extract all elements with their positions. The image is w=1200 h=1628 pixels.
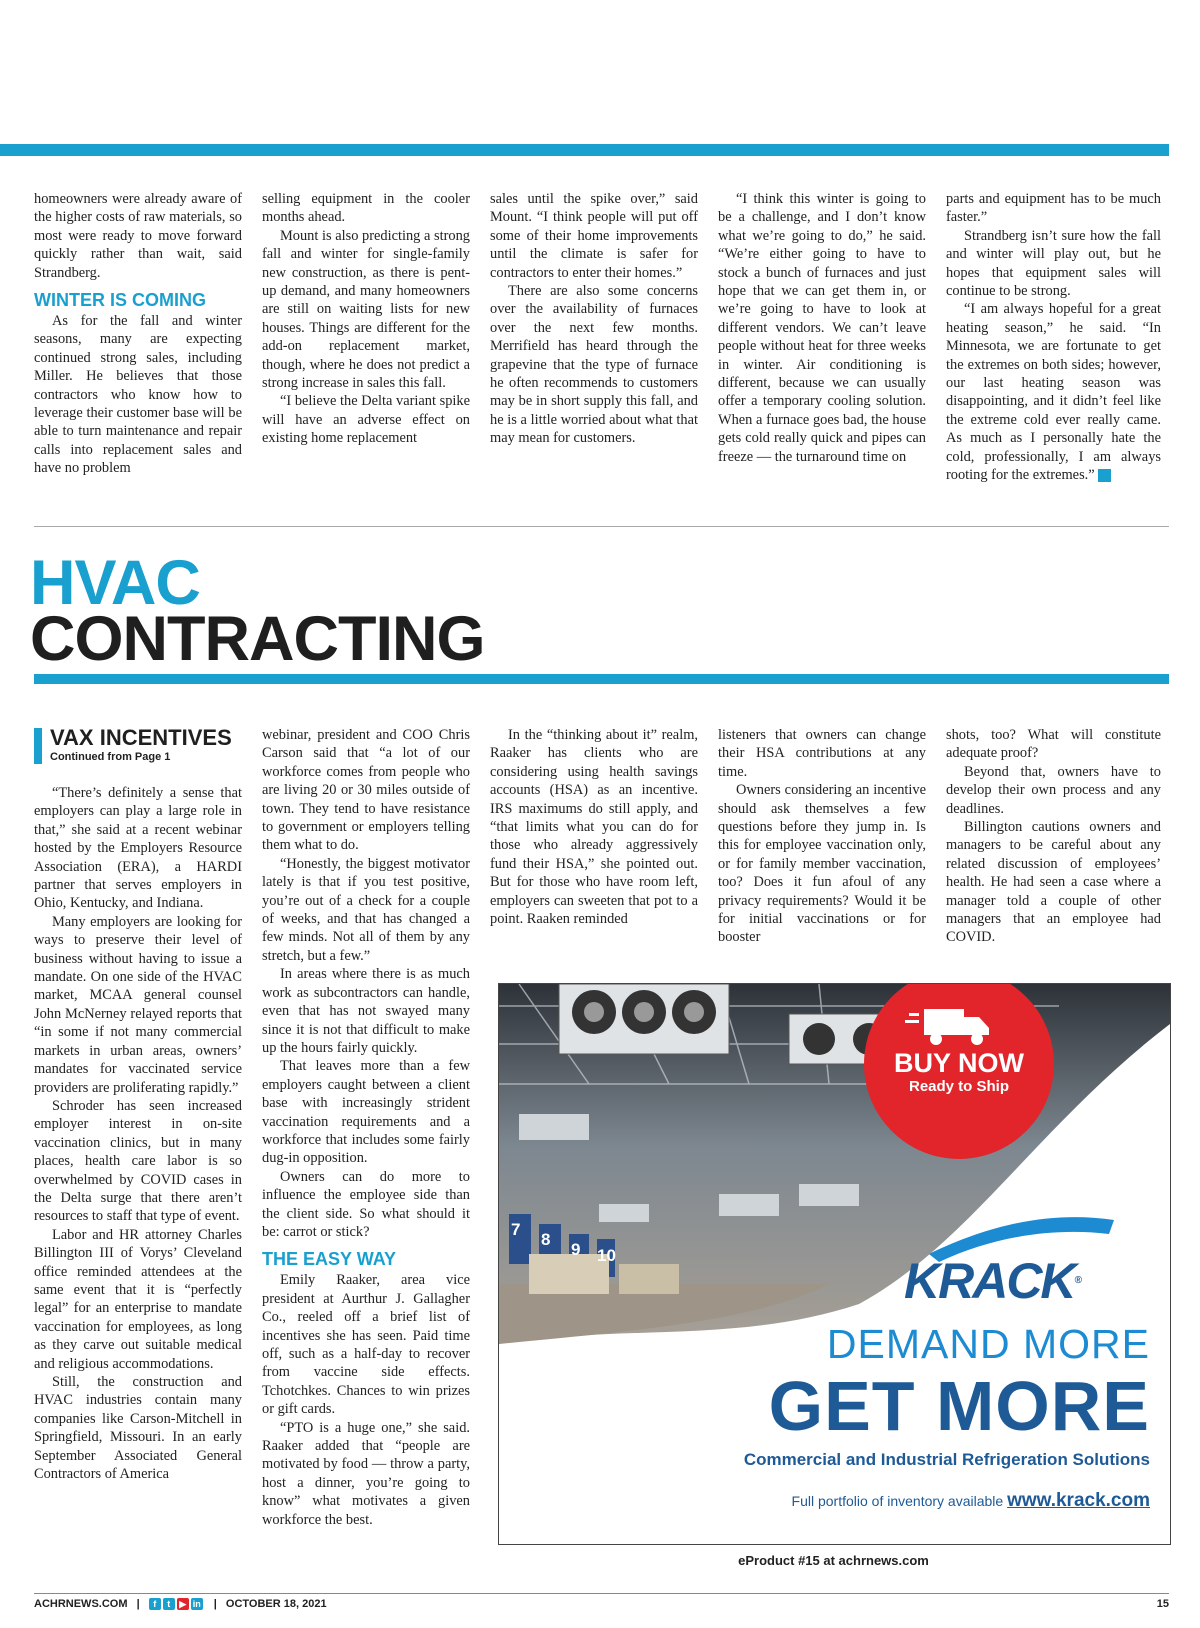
paragraph bbox=[262, 392, 470, 447]
footer-separator-2: | bbox=[213, 1598, 217, 1610]
page-number: 15 bbox=[1156, 1598, 1169, 1610]
paragraph bbox=[946, 300, 1161, 484]
paragraph-text: listeners that owners can change their HSA contributions at any time. bbox=[718, 727, 926, 780]
buy-now-label: BUY NOW bbox=[893, 1048, 1024, 1078]
paragraph-text: That leaves more than a few employers caught between a client base with increasingly strident vaccination requirements and a workforce that includes some fairly dug-in opposition. bbox=[262, 1058, 470, 1167]
subhead bbox=[34, 290, 242, 310]
paragraph-text: Owners can do more to influence the employee side than the client side. So what should it be: carrot or stick? bbox=[262, 1168, 470, 1240]
youtube-icon[interactable]: ▶ bbox=[177, 1598, 189, 1610]
paragraph bbox=[718, 190, 926, 466]
facebook-icon[interactable]: f bbox=[149, 1598, 161, 1610]
paragraph bbox=[946, 190, 1161, 227]
end-mark-icon: N bbox=[1098, 469, 1111, 482]
paragraph-text: Owners considering an incentive should ask themselves a few questions before they jump in. Is this for employee vaccination only, or for family member vaccination, too? Does it fun afoul of any privacy requirements? Would it be for initial vaccinations or for booster bbox=[718, 782, 926, 946]
paragraph-text: Strandberg isn’t sure how the fall and winter will play out, but he hopes that equipment sales will continue to be strong. bbox=[946, 227, 1161, 300]
paragraph bbox=[490, 282, 698, 448]
paragraph-text: Mount is also predicting a strong fall and winter for single-family new construction, as there is pent-up demand, and many homeowners are still on waiting lists for new houses. Things are different for the add-on replacement market, though, where he does not predict a strong increase in sales this fall. bbox=[262, 227, 470, 392]
krack-logo bbox=[904, 1254, 1080, 1308]
footer-site[interactable]: ACHRNEWS.COM bbox=[34, 1598, 128, 1610]
twitter-icon[interactable]: t bbox=[163, 1598, 175, 1610]
ad-subline: Commercial and Industrial Refrigeration Solutions bbox=[743, 1450, 1150, 1469]
linkedin-icon[interactable]: in bbox=[192, 1599, 201, 1610]
paragraph bbox=[490, 726, 698, 928]
subhead-text: THE EASY WAY bbox=[262, 1249, 397, 1270]
top-column-1 bbox=[34, 190, 242, 478]
paragraph bbox=[34, 913, 242, 1097]
paragraph-text: There are also some concerns over the availability of furnaces over the next few months. Merrifield has heard through the grapevine that the type of furnace he often recommends to customers may be in short supply this fall, and he is a little worried about what that may mean for customers. bbox=[490, 283, 698, 447]
paragraph-text: Still, the construction and HVAC industries contain many companies like Carson-Mitchell in Springfield, Missouri. In an early September Associated General Contractors of America bbox=[34, 1374, 242, 1483]
paragraph-text: Labor and HR attorney Charles Billington III of Vorys’ Cleveland office reminded attendees at the same event that it is “perfectly legal” for an enterprise to mandate vaccination for employees, as long as they carve out suitable medical and religious accommodations. bbox=[34, 1226, 242, 1372]
top-column-5 bbox=[946, 190, 1161, 485]
top-column-4 bbox=[718, 190, 926, 466]
footer-rule bbox=[34, 1593, 1169, 1594]
paragraph bbox=[262, 965, 470, 1057]
paragraph bbox=[34, 1373, 242, 1483]
paragraph-text: “PTO is a huge one,” she said. Raaker added that “people are motivated by food — throw a party, host a dinner, you’re going to know” what motivates a given workforce the best. bbox=[262, 1419, 470, 1528]
bay-number-7: 7 bbox=[511, 1220, 521, 1239]
article-headline: VAX INCENTIVES bbox=[50, 725, 232, 750]
paragraph bbox=[262, 726, 470, 855]
paragraph-text: Billington cautions owners and managers to be careful about any related discussion of employees’ health. He had seen a case where a manager told a couple of other managers that an employee had COVID. bbox=[946, 819, 1161, 946]
tagline-demand-more: DEMAND MORE bbox=[826, 1321, 1150, 1367]
article-column-3 bbox=[490, 726, 698, 928]
top-accent-bar bbox=[0, 144, 1169, 156]
paragraph-text: webinar, president and COO Chris Carson said that “a lot of our workforce comes from people who are living 20 or 30 miles outside of town. They tend to have resistance to government or employers telling them what to do. bbox=[262, 727, 470, 854]
paragraph-text: As for the fall and winter seasons, many are expecting continued strong sales, including Miller. He believes that those contractors who know how to leverage their customer base will be able to turn maintenance and repair calls into replacement sales and have no problem bbox=[34, 313, 242, 477]
article-column-5 bbox=[946, 726, 1161, 947]
paragraph bbox=[718, 726, 926, 781]
paragraph bbox=[34, 190, 242, 282]
page-footer bbox=[34, 1598, 1169, 1616]
paragraph bbox=[490, 190, 698, 282]
article-kicker bbox=[34, 726, 242, 764]
paragraph-text: “Honestly, the biggest motivator lately is that if you test positive, you’re out of a check for a couple of weeks, and that has changed a few minds. Not all of them by any stretch, but a few.” bbox=[262, 855, 470, 964]
paragraph-text: Schroder has seen increased employer interest in on-site vaccination clinics, but in many places, health care labor is so overwhelmed by COVID cases in the Delta surge that there aren’t resources to staff that type of event. bbox=[34, 1097, 242, 1225]
paragraph bbox=[34, 312, 242, 478]
paragraph-text: “There’s definitely a sense that employers can play a large role in that,” she said at a recent webinar hosted by the Employers Resource Association (ERA), a HARDI partner that serves employers in Ohio, Kentucky, and Indiana. bbox=[34, 785, 242, 912]
paragraph-text: “I think this winter is going to be a challenge, and I don’t know what we’re going to do,” he said. “We’re either going to have to stock a bunch of furnaces and just hope that we can get them in, or we’re going to have to look at different vendors. We can’t leave people without heat for three weeks in winter. Air conditioning is different, because we can usually offer a temporary cooling solution. When a furnace goes bad, the house gets cold really quick and pipes can freeze — the turnaround time on bbox=[718, 191, 926, 465]
paragraph bbox=[262, 1168, 470, 1242]
paragraph bbox=[262, 1419, 470, 1529]
article-column-4 bbox=[718, 726, 926, 947]
paragraph-text: Many employers are looking for ways to preserve their level of business without having to issue a mandate. On one side of the HVAC market, MCAA general counsel John McNerney relayed reports that “in some if not many commercial markets in urban areas, owners’ mandates for vaccinated service providers are proliferating rapidly.” bbox=[34, 913, 242, 1096]
paragraph bbox=[718, 781, 926, 947]
footer-date: OCTOBER 18, 2021 bbox=[225, 1598, 327, 1610]
paragraph bbox=[262, 1057, 470, 1167]
subhead-text: WINTER IS COMING bbox=[34, 290, 206, 311]
section-title-hvac: HVAC bbox=[30, 548, 200, 618]
paragraph-text: Beyond that, owners have to develop their own process and any deadlines. bbox=[946, 763, 1161, 817]
paragraph bbox=[34, 784, 242, 913]
paragraph-text: sales until the spike over,” said Mount. “I think people will put off some of their home improvements until the climate is safer for contractors to enter their homes.” bbox=[490, 191, 698, 281]
bay-number-9: 9 bbox=[571, 1240, 581, 1259]
footer-separator-1: | bbox=[136, 1598, 140, 1610]
article-column-1-body bbox=[34, 784, 242, 1483]
tagline-get-more: GET MORE bbox=[768, 1367, 1150, 1445]
ad-portfolio-line bbox=[792, 1490, 1150, 1512]
paragraph bbox=[262, 227, 470, 393]
bay-number-8: 8 bbox=[541, 1230, 551, 1249]
ready-to-ship-label: Ready to Ship bbox=[908, 1078, 1009, 1095]
section-divider bbox=[34, 526, 1169, 527]
paragraph bbox=[262, 1271, 470, 1418]
krack-url-link[interactable]: www.krack.com bbox=[1007, 1490, 1150, 1511]
paragraph-text: “I am always hopeful for a great heating season,” he said. “In Minnesota, we are fortunate to get the extremes on both sides; however, our last heating season was disappointing, and it didn’t feel like the extreme cold ever really came. As much as I personally hate the cold, professionally, I am always rooting for the extremes.” bbox=[946, 301, 1161, 484]
badge-text bbox=[879, 1048, 1039, 1096]
article-column-2 bbox=[262, 726, 470, 1529]
paragraph-text: Emily Raaker, area vice president at Aurthur J. Gallagher Co., reeled off a brief list of incentives she has seen. Paid time off, such as a half-day to recover from vaccine side effects. Tchotchkes. Chances to win prizes or gift cards. bbox=[262, 1272, 470, 1418]
paragraph bbox=[946, 818, 1161, 947]
eproduct-credit: eProduct #15 at achrnews.com bbox=[738, 1553, 929, 1568]
paragraph-text: In areas where there is as much work as subcontractors can handle, even that has not swayed many since it is not that difficult to make up the hours fairly quickly. bbox=[262, 966, 470, 1056]
section-title-contracting: CONTRACTING bbox=[30, 604, 485, 674]
evaporator-unit-large bbox=[559, 984, 729, 1054]
paragraph-text: parts and equipment has to be much faster.” bbox=[946, 191, 1161, 226]
krack-logo-text: KRACK bbox=[904, 1253, 1075, 1309]
paragraph bbox=[34, 1226, 242, 1373]
paragraph-text: shots, too? What will constitute adequate proof? bbox=[946, 727, 1161, 762]
paragraph bbox=[34, 1097, 242, 1226]
paragraph bbox=[262, 190, 470, 227]
paragraph bbox=[262, 855, 470, 965]
kicker-bar bbox=[34, 728, 42, 764]
section-accent-bar bbox=[34, 674, 1169, 684]
top-column-3 bbox=[490, 190, 698, 448]
continued-note: Continued from Page 1 bbox=[50, 751, 171, 763]
subhead bbox=[262, 1249, 470, 1269]
paragraph bbox=[946, 227, 1161, 301]
portfolio-text: Full portfolio of inventory available bbox=[791, 1493, 1004, 1509]
paragraph bbox=[946, 763, 1161, 818]
article-column-1 bbox=[34, 726, 242, 1483]
paragraph-text: selling equipment in the cooler months ahead. bbox=[262, 191, 470, 226]
top-column-2 bbox=[262, 190, 470, 448]
registered-mark: ® bbox=[1074, 1275, 1080, 1286]
bay-number-10: 10 bbox=[597, 1246, 616, 1265]
krack-advertisement[interactable] bbox=[498, 983, 1171, 1545]
paragraph bbox=[946, 726, 1161, 763]
paragraph-text: “I believe the Delta variant spike will have an adverse effect on existing home replacement bbox=[262, 393, 470, 447]
paragraph-text: homeowners were already aware of the higher costs of raw materials, so most were ready to move forward quickly rather than wait, said Strandberg. bbox=[34, 191, 242, 281]
paragraph-text: In the “thinking about it” realm, Raaker has clients who are considering using health savings accounts (HSA) as an incentive. IRS maximums do still apply, and “that limits what you can do for those who already aggressively fund their HSA,” she pointed out. But for those who have room left, employers can sweeten that pot to a point. Raaken reminded bbox=[490, 727, 698, 928]
